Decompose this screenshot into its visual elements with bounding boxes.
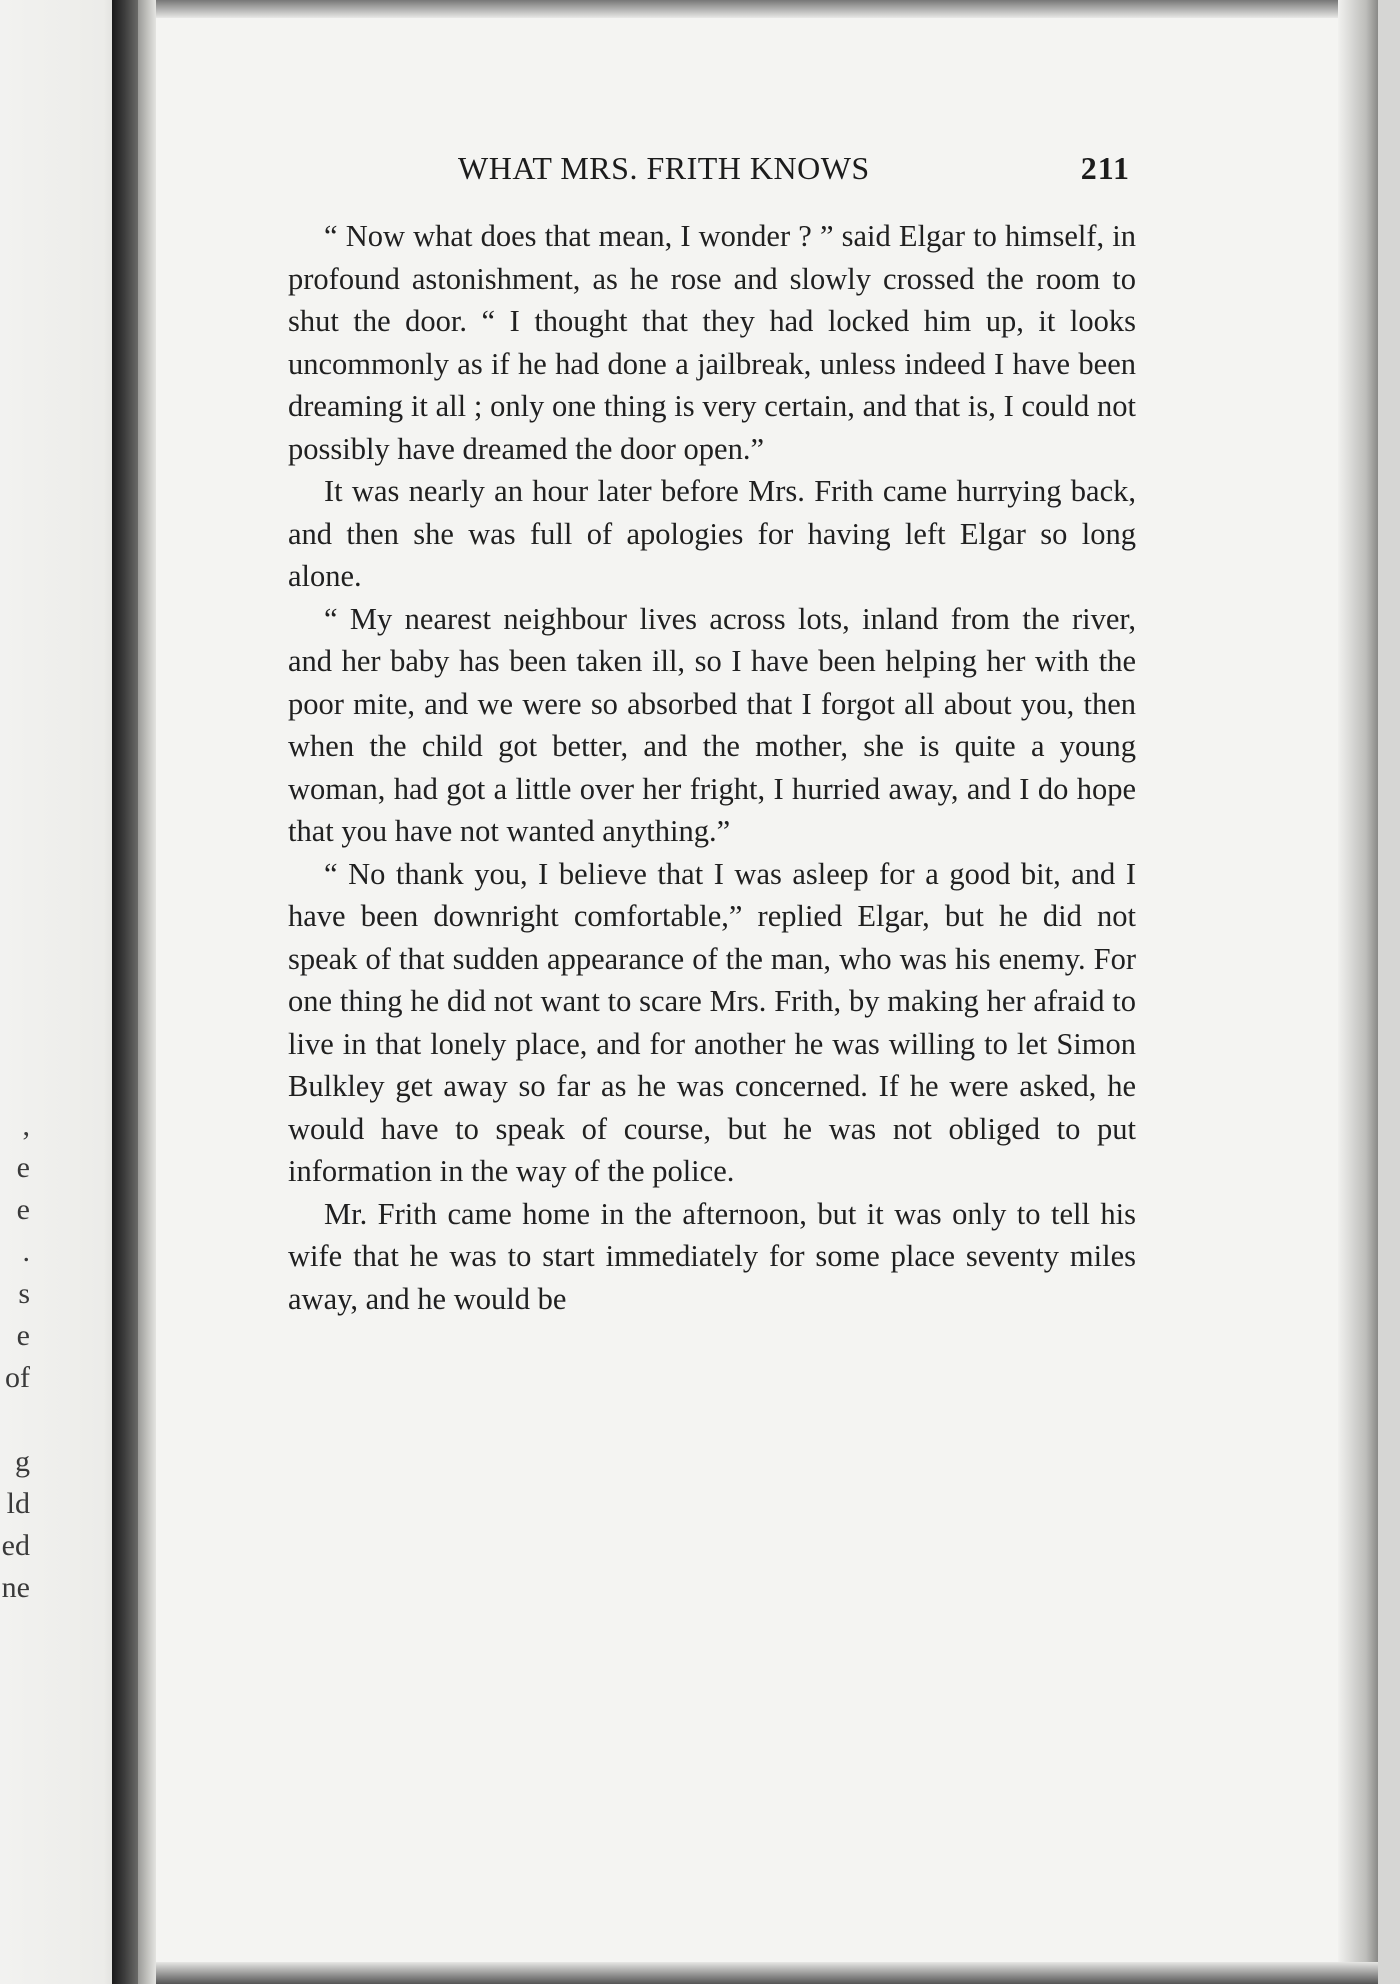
page-number: 211 bbox=[1080, 150, 1130, 186]
previous-page-edge bbox=[0, 0, 130, 1984]
page-bottom-shadow bbox=[156, 1962, 1378, 1984]
paragraph: Mr. Frith came home in the afternoon, but it was only to tell his wife that he was to start immediately for some place seventy miles away, and he would be bbox=[288, 1196, 1136, 1316]
prev-line: s bbox=[18, 1277, 30, 1310]
paragraph: “ No thank you, I believe that I was asleep for a good bit, and I have been downright comfortable,” replied Elgar, but he did not speak of that sudden appearance of the man, who was his enemy. For one thing he did not want to scare Mrs. Frith, by making her afraid to live in that lonely place, and for another he was willing to let Simon Bulkley get away so far as he was concerned. If he were asked, he would have to speak of course, but he was not obliged to put information in the way of the police. bbox=[288, 856, 1136, 1188]
running-head bbox=[288, 150, 1130, 194]
prev-line: e bbox=[16, 1151, 30, 1184]
prev-line: of bbox=[5, 1361, 30, 1394]
prev-line: , bbox=[22, 1109, 30, 1142]
paragraph: It was nearly an hour later before Mrs. Frith came hurrying back, and then she was full of apologies for having left Elgar so long alone. bbox=[288, 474, 1136, 593]
prev-line: e bbox=[16, 1193, 30, 1226]
prev-line: e bbox=[16, 1319, 30, 1352]
prev-line: ed bbox=[1, 1529, 30, 1562]
prev-line: ne bbox=[1, 1571, 30, 1604]
page-top-shadow bbox=[156, 0, 1378, 18]
prev-line: . bbox=[22, 1235, 30, 1268]
book-spine-gutter bbox=[112, 0, 138, 1984]
paragraph: “ Now what does that mean, I wonder ? ” said Elgar to himself, in profound astonishment, as he rose and slowly crossed the room to shut the door. “ I thought that they had locked him up, it looks uncommonly as if he had done a jailbreak, unless indeed I have been dreaming it all ; only one thing is very certain, and that is, I could not possibly have dreamed the door open.” bbox=[288, 219, 1136, 466]
prev-line: ld bbox=[6, 1487, 30, 1520]
running-head-title: WHAT MRS. FRITH KNOWS bbox=[458, 150, 870, 186]
prev-line bbox=[0, 1399, 30, 1441]
prev-line: g bbox=[15, 1445, 30, 1478]
page-body bbox=[288, 215, 1136, 1320]
paragraph: “ My nearest neighbour lives across lots, inland from the river, and her baby has been taken ill, so I have been helping her with the poor mite, and we were so absorbed that I forgot all about you, then when the child got better, and the mother, she is quite a young woman, had got a little over her fright, I hurried away, and I do hope that you have not wanted anything.” bbox=[288, 601, 1136, 848]
page-right-edge bbox=[1338, 0, 1378, 1984]
previous-page-text-fragments bbox=[0, 1105, 30, 1609]
gutter-shadow bbox=[138, 0, 156, 1984]
